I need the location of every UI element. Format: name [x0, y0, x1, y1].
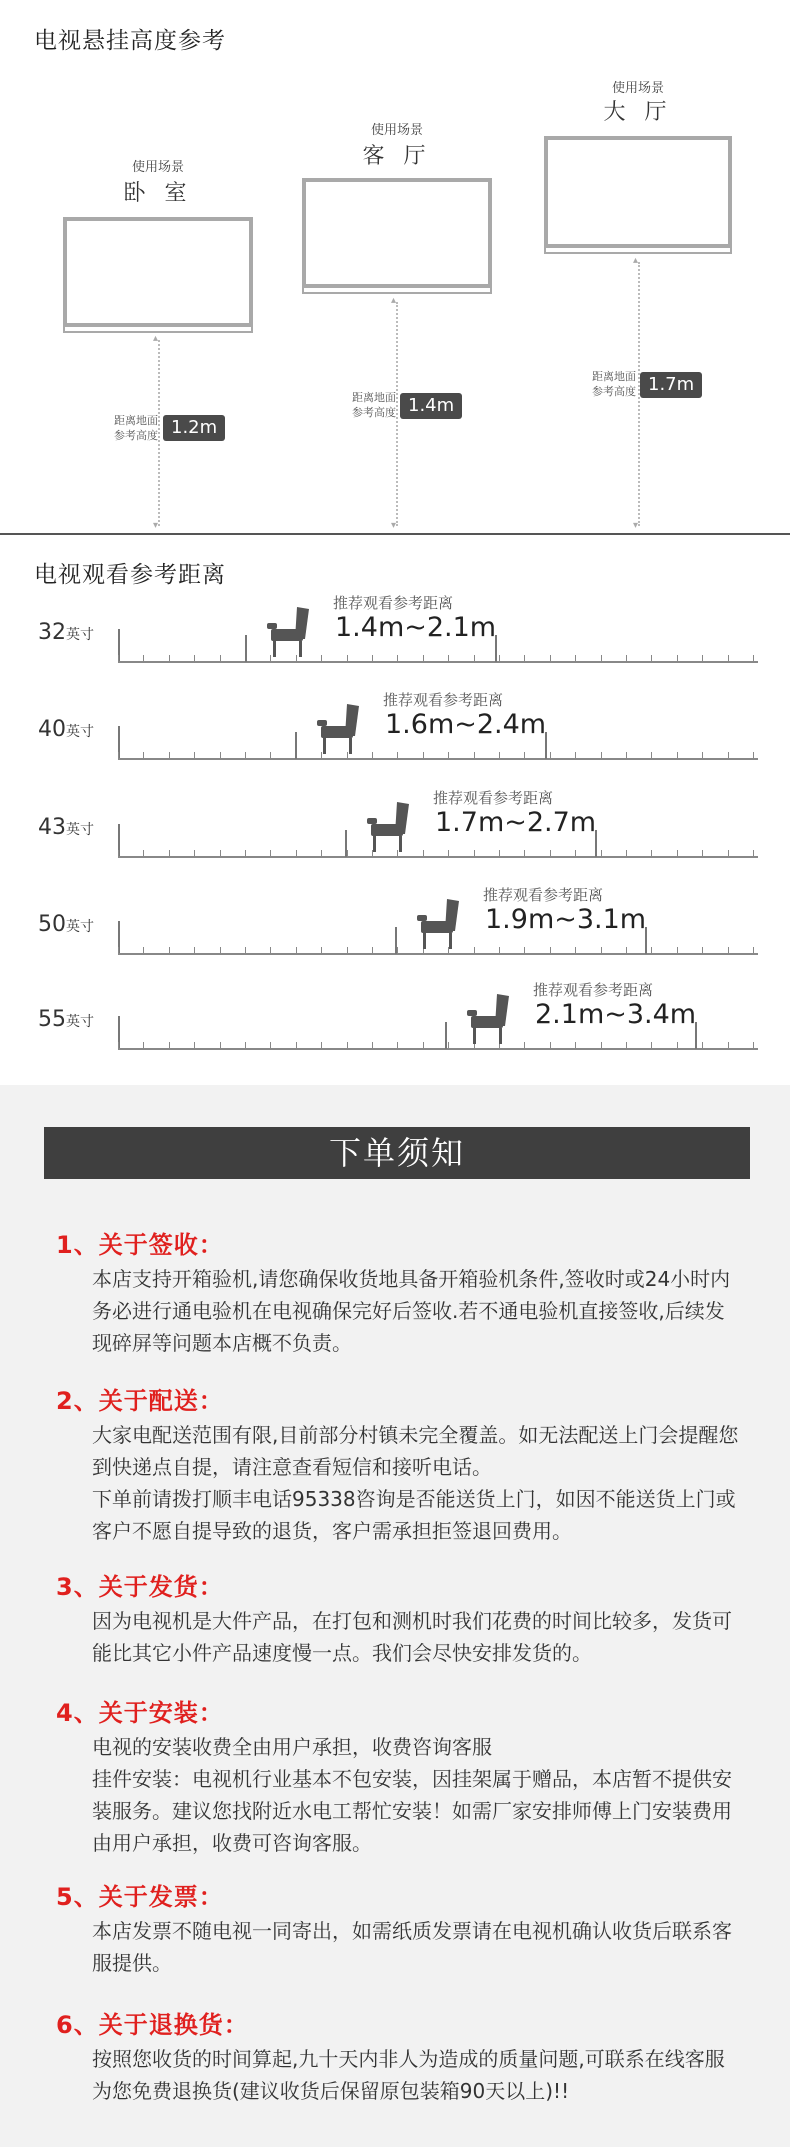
scene-name: 卧 室	[123, 181, 193, 206]
ruler-tick	[194, 850, 195, 857]
ruler-tick	[169, 1042, 170, 1049]
ruler-tick	[651, 850, 652, 857]
notice-body-1: 本店支持开箱验机,请您确保收货地具备开箱验机条件,签收时或24小时内务必进行通电验机在电视确保完好后签收.若不通电验机直接签收,后续发现碎屏等问题本店概不负责。	[92, 1267, 731, 1355]
range-boundary-tick	[295, 732, 297, 759]
ruler-tick	[448, 752, 449, 759]
ruler-tick	[499, 947, 500, 954]
ruler-tick	[448, 655, 449, 662]
ruler-tick	[524, 752, 525, 759]
ruler-tick	[601, 752, 602, 759]
ruler-tick	[270, 1042, 271, 1049]
notice-body-2b: 下单前请拨打顺丰电话95338咨询是否能送货上门，如因不能送货上门或客户不愿自提导致的退货，客户需承担拒签退回费用。	[92, 1487, 736, 1543]
ruler-tick	[448, 850, 449, 857]
notice-body-2: 大家电配送范围有限,目前部分村镇未完全覆盖。如无法配送上门会提醒您到快递点自提，请注意查看短信和接听电话。	[92, 1423, 739, 1479]
viewing-distance-title: 电视观看参考距离	[34, 562, 226, 588]
ruler-tick	[677, 947, 678, 954]
ruler-tick	[397, 1042, 398, 1049]
ruler-tick	[550, 947, 551, 954]
height-dotted-line	[158, 340, 160, 526]
ruler-tick	[626, 947, 627, 954]
range-boundary-tick	[395, 927, 397, 954]
ruler-tick	[296, 850, 297, 857]
tv-icon	[63, 217, 253, 327]
ruler-tick	[575, 850, 576, 857]
height-badge: 1.4m	[400, 393, 462, 419]
ruler-tick	[651, 947, 652, 954]
ruler-tick	[372, 752, 373, 759]
ruler-tick	[524, 1042, 525, 1049]
tv-size-label	[38, 1007, 94, 1032]
ruler-tick	[474, 850, 475, 857]
tv-stand	[63, 327, 253, 333]
ruler-tick	[575, 947, 576, 954]
ruler-tick	[194, 752, 195, 759]
ruler-tick	[753, 850, 754, 857]
ruler-tick	[169, 752, 170, 759]
ruler-tick	[601, 850, 602, 857]
ruler-tick	[321, 850, 322, 857]
ruler-tick	[143, 1042, 144, 1049]
recommended-distance-label: 推荐观看参考距离	[333, 594, 454, 612]
height-dotted-line	[396, 302, 398, 526]
ruler-tick	[423, 752, 424, 759]
ruler-tick	[702, 947, 703, 954]
notice-body-5: 本店发票不随电视一同寄出，如需纸质发票请在电视机确认收货后联系客服提供。	[92, 1919, 732, 1975]
ruler-tick	[118, 947, 119, 954]
ruler-tick	[143, 655, 144, 662]
arrow-down-icon: ▾	[391, 520, 397, 531]
distance-label-line2: 参考高度	[114, 429, 158, 442]
ruler-tick	[194, 1042, 195, 1049]
range-boundary-tick	[345, 830, 347, 857]
ruler-tick	[397, 655, 398, 662]
recommended-distance-range: 1.7m~2.7m	[435, 807, 597, 838]
ruler-tick	[118, 752, 119, 759]
tv-size-unit: 英寸	[66, 1014, 94, 1030]
ruler-tick	[220, 655, 221, 662]
ruler-tick	[651, 655, 652, 662]
ruler-tick	[550, 1042, 551, 1049]
ruler-tick	[677, 850, 678, 857]
scene-name: 大 厅	[603, 100, 673, 125]
tv-size-unit: 英寸	[66, 627, 94, 643]
recommended-distance-label: 推荐观看参考距离	[433, 789, 554, 807]
notice-heading-2: 2、关于配送：	[56, 1387, 224, 1415]
ruler-tick	[423, 850, 424, 857]
ruler-tick	[524, 947, 525, 954]
range-boundary-tick	[445, 1022, 447, 1049]
distance-label-line2: 参考高度	[352, 406, 396, 419]
distance-label	[576, 369, 636, 399]
ruler-tick	[524, 850, 525, 857]
ruler-tick	[651, 752, 652, 759]
tv-size-unit: 英寸	[66, 724, 94, 740]
ruler-tick	[321, 947, 322, 954]
distance-ruler	[118, 758, 758, 760]
recommended-distance-label: 推荐观看参考距离	[383, 691, 504, 709]
ruler-tick	[474, 752, 475, 759]
scene-label: 使用场景	[370, 123, 423, 138]
ruler-tick	[677, 655, 678, 662]
ruler-tick	[118, 850, 119, 857]
arrow-down-icon: ▾	[633, 520, 639, 531]
ruler-tick	[728, 947, 729, 954]
ruler-tick	[169, 850, 170, 857]
tv-size-unit: 英寸	[66, 919, 94, 935]
ruler-tick	[626, 1042, 627, 1049]
tv-size-unit: 英寸	[66, 822, 94, 838]
ruler-tick	[524, 655, 525, 662]
ruler-tick	[728, 850, 729, 857]
ruler-tick	[728, 1042, 729, 1049]
ruler-tick	[575, 752, 576, 759]
notice-heading-6: 6、关于退换货：	[56, 2011, 249, 2039]
ruler-tick	[651, 1042, 652, 1049]
ruler-tick	[601, 947, 602, 954]
ruler-tick	[220, 947, 221, 954]
distance-ruler	[118, 1048, 758, 1050]
ruler-tick	[220, 1042, 221, 1049]
distance-label-line1: 距离地面	[352, 391, 396, 404]
armchair-icon	[265, 603, 315, 663]
ruler-tick	[550, 655, 551, 662]
ruler-tick	[321, 655, 322, 662]
ruler-tick	[270, 752, 271, 759]
ruler-tick	[143, 947, 144, 954]
tv-stand	[544, 248, 732, 254]
ruler-tick	[270, 850, 271, 857]
notice-body-4: 电视的安装收费全由用户承担，收费咨询客服	[92, 1735, 492, 1759]
scene-label: 使用场景	[611, 81, 664, 96]
tv-size-label	[38, 912, 94, 937]
recommended-distance-range: 2.1m~3.4m	[535, 999, 697, 1030]
recommended-distance-range: 1.6m~2.4m	[385, 709, 547, 740]
ruler-tick	[270, 947, 271, 954]
tv-icon	[302, 178, 492, 288]
ruler-tick	[474, 947, 475, 954]
recommended-distance-range: 1.9m~3.1m	[485, 904, 647, 935]
distance-label-line1: 距离地面	[114, 414, 158, 427]
ruler-tick	[702, 850, 703, 857]
ruler-tick	[220, 850, 221, 857]
tv-icon	[544, 136, 732, 248]
ruler-tick	[245, 1042, 246, 1049]
height-badge: 1.2m	[163, 415, 225, 441]
ruler-tick	[423, 1042, 424, 1049]
tv-scene-hall	[544, 75, 732, 135]
tv-size-number: 40	[38, 717, 66, 742]
ruler-tick	[601, 1042, 602, 1049]
ruler-tick	[677, 1042, 678, 1049]
tv-size-number: 32	[38, 620, 66, 645]
ruler-tick	[753, 1042, 754, 1049]
ruler-tick	[143, 752, 144, 759]
notice-body-4b: 挂件安装：电视机行业基本不包安装，因挂架属于赠品，本店暂不提供安装服务。建议您找附近水电工帮忙安装！如需厂家安排师傅上门安装费用由用户承担，收费可咨询客服。	[92, 1767, 732, 1855]
ruler-tick	[169, 947, 170, 954]
distance-ruler	[118, 661, 758, 663]
ruler-tick	[296, 1042, 297, 1049]
tv-size-label	[38, 620, 94, 645]
notice-body-3: 因为电视机是大件产品，在打包和测机时我们花费的时间比较多，发货可能比其它小件产品速度慢一点。我们会尽快安排发货的。	[92, 1609, 732, 1665]
ruler-tick	[169, 655, 170, 662]
ruler-tick	[601, 655, 602, 662]
tv-size-number: 55	[38, 1007, 66, 1032]
ruler-tick	[118, 1042, 119, 1049]
ruler-tick	[143, 850, 144, 857]
ruler-tick	[220, 752, 221, 759]
ruler-tick	[702, 752, 703, 759]
tv-size-number: 50	[38, 912, 66, 937]
ruler-tick	[753, 947, 754, 954]
distance-label-line1: 距离地面	[592, 370, 636, 383]
notice-title: 下单须知	[44, 1127, 750, 1179]
ruler-tick	[677, 752, 678, 759]
ruler-tick	[118, 655, 119, 662]
ruler-tick	[550, 752, 551, 759]
ruler-tick	[194, 655, 195, 662]
ruler-tick	[499, 655, 500, 662]
ruler-tick	[575, 655, 576, 662]
ruler-tick	[347, 1042, 348, 1049]
armchair-icon	[465, 990, 515, 1050]
ruler-tick	[753, 752, 754, 759]
tv-stand	[302, 288, 492, 294]
ruler-tick	[626, 655, 627, 662]
ruler-tick	[245, 947, 246, 954]
floor-line	[0, 533, 790, 535]
ruler-tick	[499, 752, 500, 759]
ruler-tick	[474, 655, 475, 662]
ruler-tick	[753, 655, 754, 662]
ruler-tick	[245, 752, 246, 759]
ruler-tick	[321, 1042, 322, 1049]
arrow-up-icon: ▴	[153, 333, 159, 344]
distance-ruler	[118, 856, 758, 858]
ruler-tick	[347, 947, 348, 954]
distance-label	[98, 413, 158, 443]
ruler-tick	[550, 850, 551, 857]
ruler-tick	[397, 947, 398, 954]
arrow-down-icon: ▾	[153, 520, 159, 531]
distance-label	[336, 390, 396, 420]
notice-body-6: 按照您收货的时间算起,九十天内非人为造成的质量问题,可联系在线客服为您免费退换货(建议收货后保留原包装箱90天以上)!!	[92, 2047, 725, 2103]
recommended-distance-label: 推荐观看参考距离	[483, 886, 604, 904]
ruler-tick	[626, 752, 627, 759]
ruler-tick	[448, 1042, 449, 1049]
tv-size-number: 43	[38, 815, 66, 840]
arrow-up-icon: ▴	[391, 295, 397, 306]
ruler-tick	[626, 850, 627, 857]
ruler-tick	[245, 850, 246, 857]
ruler-tick	[575, 1042, 576, 1049]
ruler-tick	[194, 947, 195, 954]
ruler-tick	[728, 752, 729, 759]
tv-size-label	[38, 815, 94, 840]
recommended-distance-range: 1.4m~2.1m	[335, 612, 497, 643]
armchair-icon	[365, 798, 415, 858]
ruler-tick	[372, 655, 373, 662]
notice-heading-4: 4、关于安装：	[56, 1699, 224, 1727]
hanging-height-title: 电视悬挂高度参考	[34, 28, 226, 54]
ruler-tick	[397, 752, 398, 759]
tv-size-label	[38, 717, 94, 742]
arrow-up-icon: ▴	[633, 255, 639, 266]
notice-heading-5: 5、关于发票：	[56, 1883, 224, 1911]
range-boundary-tick	[245, 635, 247, 662]
height-badge: 1.7m	[640, 372, 702, 398]
armchair-icon	[315, 700, 365, 760]
ruler-tick	[296, 947, 297, 954]
ruler-tick	[499, 850, 500, 857]
ruler-tick	[372, 947, 373, 954]
distance-label-line2: 参考高度	[592, 385, 636, 398]
ruler-tick	[728, 655, 729, 662]
notice-heading-3: 3、关于发货：	[56, 1573, 224, 1601]
recommended-distance-label: 推荐观看参考距离	[533, 981, 654, 999]
ruler-tick	[347, 655, 348, 662]
scene-name: 客 厅	[362, 144, 432, 169]
ruler-tick	[702, 655, 703, 662]
ruler-tick	[702, 1042, 703, 1049]
ruler-tick	[372, 1042, 373, 1049]
armchair-icon	[415, 895, 465, 955]
notice-heading-1: 1、关于签收：	[56, 1231, 224, 1259]
tv-scene-living-room	[302, 115, 492, 175]
ruler-tick	[423, 655, 424, 662]
scene-label: 使用场景	[131, 160, 184, 175]
